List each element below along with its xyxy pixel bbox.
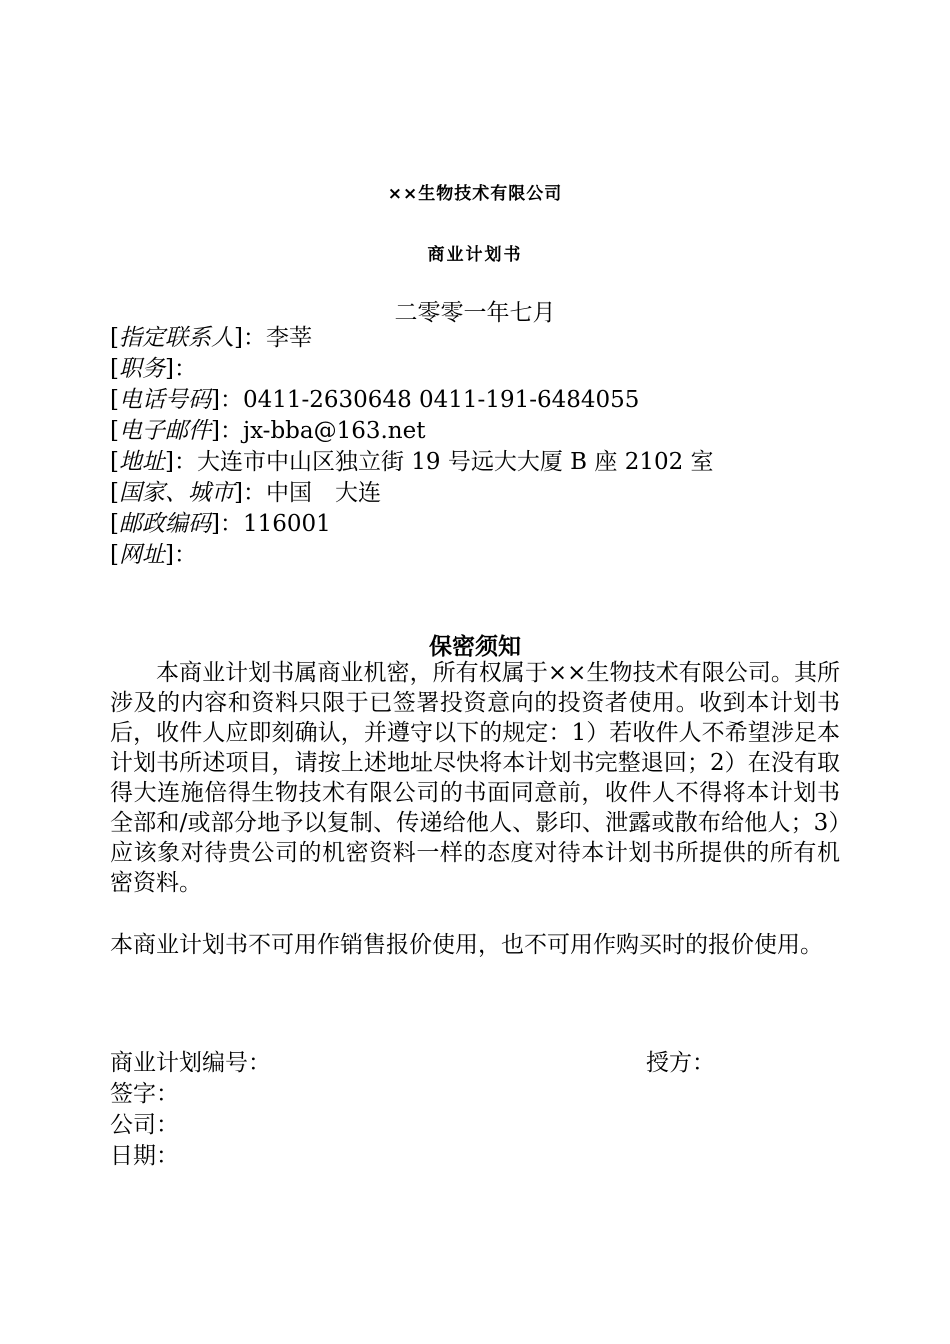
contact-value: ：0411-2630648 0411-191-6484055	[219, 387, 640, 413]
contact-value: ：116001	[219, 511, 331, 537]
contact-row-country-city: [国家、城市]：中国 大连	[110, 480, 381, 506]
contact-label: 电子邮件	[118, 418, 211, 444]
signoff-block	[110, 1048, 850, 1172]
contact-label: 邮政编码	[118, 511, 211, 537]
contact-label: 地址	[118, 449, 165, 475]
contact-value: ：	[173, 356, 197, 382]
confidentiality-heading: 保密须知	[429, 633, 521, 660]
date-label: 日期：	[110, 1143, 179, 1169]
plan-number-label: 商业计划编号：	[110, 1050, 271, 1076]
contact-label: 指定联系人	[118, 325, 234, 351]
confidentiality-paragraph: 本商业计划书属商业机密，所有权属于××生物技术有限公司。其所涉及的内容和资料只限于已签署投资意向的投资者使用。收到本计划书后，收件人应即刻确认，并遵守以下的规定：1）若收件人不希望涉足本计划书所述项目，请按上述地址尽快将本计划书完整退回；2）在没有取得大连施倍得生物技术有限公司的书面同意前，收件人不得将本计划书全部和/或部分地予以复制、传递给他人、影印、泄露或散布给他人；3）应该象对待贵公司的机密资料一样的态度对待本计划书所提供的所有机密资料。	[110, 660, 840, 896]
contact-row-address: [地址]：大连市中山区独立街 19 号远大大厦 B 座 2102 室	[110, 449, 714, 475]
contact-row-postcode: [邮政编码]：116001	[110, 511, 331, 537]
document-date: 二零零一年七月	[394, 300, 556, 326]
contact-label: 电话号码	[118, 387, 211, 413]
document-title: 商业计划书	[427, 245, 523, 265]
contact-row-website: [网址]：	[110, 542, 197, 568]
signature-label: 签字：	[110, 1081, 179, 1107]
contact-row-phone: [电话号码]：0411-2630648 0411-191-6484055	[110, 387, 640, 413]
contact-value: ：jx-bba@163.net	[219, 418, 426, 444]
company-title: ××生物技术有限公司	[387, 184, 563, 204]
contact-value: ：李莘	[242, 325, 312, 351]
contact-value: ：大连市中山区独立街 19 号远大大厦 B 座 2102 室	[173, 449, 714, 475]
contact-row-person: [指定联系人]：李莘	[110, 325, 312, 351]
contact-value: ：中国 大连	[242, 480, 381, 506]
company-label: 公司：	[110, 1112, 179, 1138]
contact-row-email: [电子邮件]：jx-bba@163.net	[110, 418, 426, 444]
contact-row-position: [职务]：	[110, 356, 197, 382]
contact-label: 网址	[118, 542, 165, 568]
signoff-row-plan-number	[110, 1048, 850, 1079]
contact-label: 国家、城市	[118, 480, 234, 506]
contact-info	[110, 323, 850, 571]
grantee-label: 授方：	[646, 1050, 715, 1076]
contact-label: 职务	[118, 356, 165, 382]
pricing-disclaimer: 本商业计划书不可用作销售报价使用，也不可用作购买时的报价使用。	[110, 932, 823, 958]
contact-value: ：	[173, 542, 197, 568]
